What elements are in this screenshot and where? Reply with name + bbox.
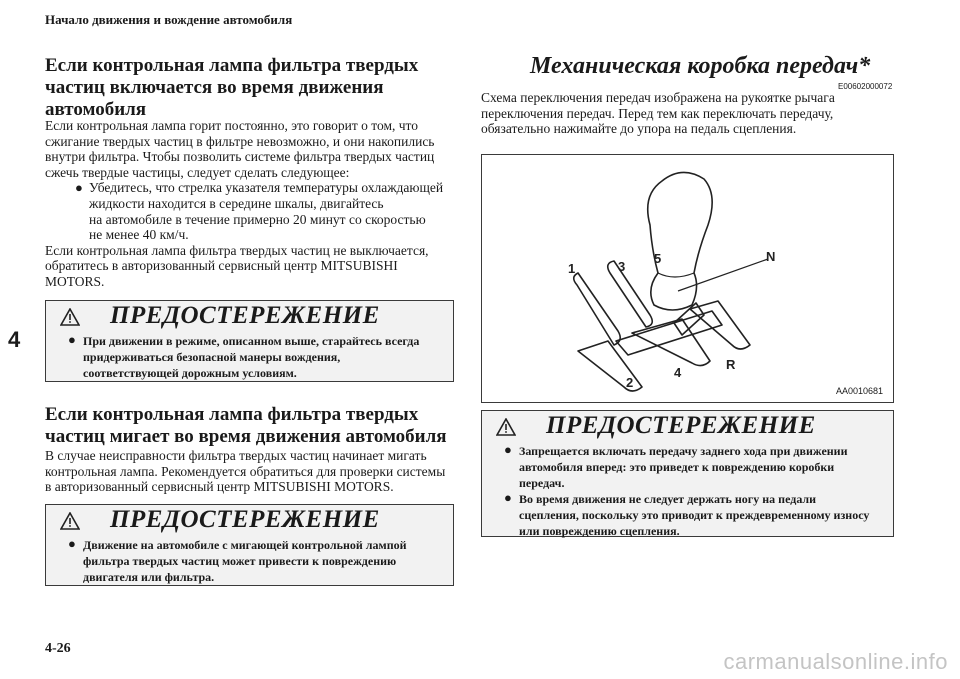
warning-triangle-icon bbox=[60, 308, 80, 326]
gear-5-label: 5 bbox=[654, 251, 662, 266]
running-header: Начало движения и вождение автомобиля bbox=[45, 12, 293, 27]
text-line: на автомобиле в течение примерно 20 минут со скоростью bbox=[89, 211, 426, 227]
bullet-icon: ● bbox=[75, 180, 83, 196]
text-line: Запрещается включать передачу заднего хода при движении bbox=[519, 444, 848, 458]
text-line: обязательно нажимайте до упора на педаль сцепления. bbox=[481, 121, 797, 137]
warning-triangle-icon bbox=[60, 512, 80, 530]
text-line: жидкости находится в середине шкалы, двигайтесь bbox=[89, 195, 384, 211]
text-line: сцепления, поскольку это приводит к преждевременному износу bbox=[519, 508, 870, 522]
text-line: сжечь твердые частицы, следует сделать следующее: bbox=[45, 164, 350, 180]
warning-header bbox=[46, 505, 453, 535]
text-line: обратитесь в авторизованный сервисный центр MITSUBISHI bbox=[45, 258, 398, 274]
gear-1-label: 1 bbox=[568, 261, 576, 276]
manual-transmission-paragraph bbox=[481, 90, 835, 137]
warning-title: ПРЕДОСТЕРЕЖЕНИЕ bbox=[110, 506, 380, 533]
section1-heading-line: автомобиля bbox=[45, 99, 147, 120]
warning-title: ПРЕДОСТЕРЕЖЕНИЕ bbox=[546, 412, 816, 439]
text-line: придерживаться безопасной манеры вождения, bbox=[83, 350, 341, 364]
text-line: При движении в режиме, описанном выше, старайтесь всегда bbox=[83, 334, 420, 348]
text-line: передач. bbox=[519, 476, 565, 490]
bullet-icon: ● bbox=[504, 490, 512, 505]
text-line: Движение на автомобиле с мигающей контрольной лампой bbox=[83, 538, 407, 552]
bullet-icon: ● bbox=[504, 442, 512, 457]
section2-heading-line: частиц мигает во время движения автомобиля bbox=[45, 426, 447, 447]
warning-box bbox=[481, 410, 894, 537]
figure-code: AA0010681 bbox=[835, 386, 883, 396]
text-line: или повреждению сцепления. bbox=[519, 524, 680, 538]
section1-heading-line: частиц включается во время движения bbox=[45, 77, 384, 98]
document-code: E00602000072 bbox=[838, 82, 893, 91]
manual-transmission-title: Механическая коробка передач* bbox=[530, 53, 871, 79]
text-line: двигателя или фильтра. bbox=[83, 570, 215, 584]
text-line: Схема переключения передач изображена на рукоятке рычага bbox=[481, 90, 835, 105]
warning-title: ПРЕДОСТЕРЕЖЕНИЕ bbox=[110, 302, 380, 329]
neutral-label: N bbox=[766, 249, 776, 264]
chapter-tab: 4 bbox=[8, 327, 21, 352]
watermark: carmanualsonline.info bbox=[723, 649, 948, 674]
bullet-icon: ● bbox=[68, 332, 76, 347]
text-line: не менее 40 км/ч. bbox=[89, 227, 189, 243]
text-line: переключения передач. Перед тем как переключать передачу, bbox=[481, 105, 834, 121]
section1-heading-line: Если контрольная лампа фильтра твердых bbox=[45, 55, 419, 76]
section2-heading-line: Если контрольная лампа фильтра твердых bbox=[45, 404, 419, 425]
text-line: внутри фильтра. Чтобы позволить системе фильтра твердых частиц bbox=[45, 149, 435, 165]
section1-heading bbox=[45, 55, 418, 121]
section1-paragraph bbox=[45, 118, 443, 290]
page-number: 4-26 bbox=[45, 641, 71, 656]
shift-pattern-illustration bbox=[482, 155, 892, 401]
reverse-label: R bbox=[726, 357, 736, 372]
text-line: сжигание твердых частиц в фильтре невозможно, и они накопились bbox=[45, 133, 435, 149]
gear-2-label: 2 bbox=[626, 375, 634, 390]
bullet-icon: ● bbox=[68, 536, 76, 551]
shift-pattern-figure bbox=[481, 154, 894, 403]
warning-box bbox=[45, 300, 454, 382]
section2-paragraph bbox=[45, 448, 445, 495]
bullet-item bbox=[67, 180, 443, 242]
gear-4-label: 4 bbox=[674, 365, 682, 380]
text-line: контрольная лампа. Рекомендуется обратиться для проверки системы bbox=[45, 463, 446, 479]
warning-header bbox=[482, 411, 893, 441]
section2-heading bbox=[45, 404, 447, 448]
text-line: В случае неисправности фильтра твердых частиц начинает мигать bbox=[45, 448, 427, 463]
text-line: фильтра твердых частиц может привести к повреждению bbox=[83, 554, 397, 568]
text-line: Если контрольная лампа горит постоянно, это говорит о том, что bbox=[45, 118, 419, 133]
warning-triangle-icon bbox=[496, 418, 516, 436]
text-line: автомобиля вперед: это приведет к повреждению коробки bbox=[519, 460, 835, 474]
warning-header bbox=[46, 301, 453, 331]
text-line: в авторизованный сервисный центр MITSUBISHI MOTORS. bbox=[45, 479, 394, 495]
warning-box bbox=[45, 504, 454, 586]
text-line: Во время движения не следует держать ногу на педали bbox=[519, 492, 817, 506]
text-line: соответствующей дорожным условиям. bbox=[83, 366, 297, 380]
text-line: MOTORS. bbox=[45, 273, 105, 289]
text-line: Если контрольная лампа фильтра твердых частиц не выключается, bbox=[45, 242, 429, 258]
text-line: Убедитесь, что стрелка указателя температуры охлаждающей bbox=[89, 180, 444, 196]
gear-3-label: 3 bbox=[618, 259, 626, 274]
